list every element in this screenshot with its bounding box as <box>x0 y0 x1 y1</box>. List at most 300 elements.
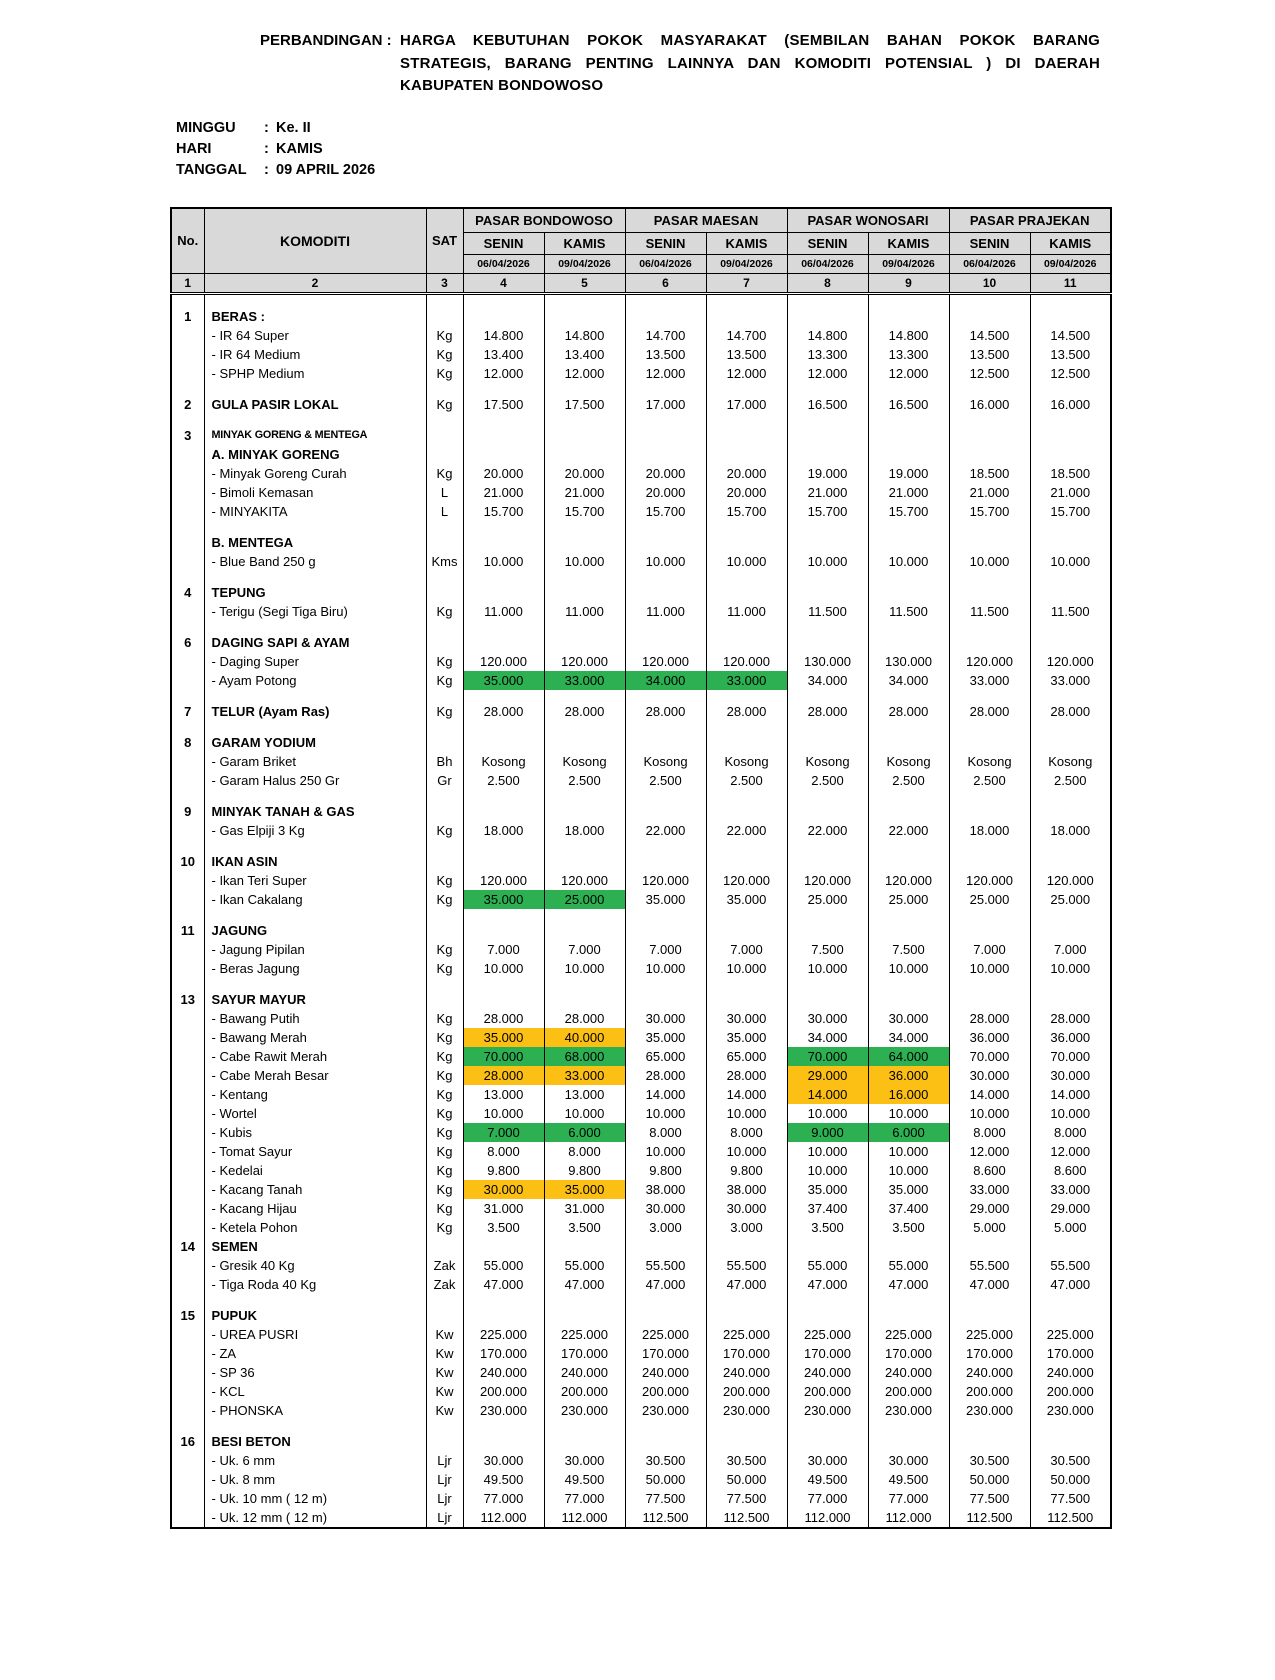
price-cell <box>787 1306 868 1325</box>
commodity-label: - Ikan Teri Super <box>204 871 426 890</box>
price-cell <box>625 790 706 802</box>
col-number: 1 <box>171 273 204 293</box>
price-cell <box>706 1306 787 1325</box>
price-cell <box>787 921 868 940</box>
price-cell <box>625 690 706 702</box>
unit: Kw <box>426 1401 463 1420</box>
price-cell <box>706 383 787 395</box>
price-cell: 35.000 <box>544 1180 625 1199</box>
price-cell <box>463 690 544 702</box>
price-cell: 12.000 <box>787 364 868 383</box>
date-header: 06/04/2026 <box>625 254 706 273</box>
price-cell: 170.000 <box>463 1344 544 1363</box>
unit: Kg <box>426 1009 463 1028</box>
table-row <box>171 1382 1111 1401</box>
price-cell: 30.000 <box>544 1451 625 1470</box>
price-cell: 10.000 <box>1030 959 1111 978</box>
price-cell <box>463 414 544 426</box>
price-cell: 8.000 <box>949 1123 1030 1142</box>
price-cell <box>706 1420 787 1432</box>
row-no <box>171 364 204 383</box>
price-cell <box>706 571 787 583</box>
price-cell <box>787 633 868 652</box>
table-row <box>171 1508 1111 1528</box>
price-cell: 10.000 <box>706 1142 787 1161</box>
price-cell <box>463 426 544 445</box>
price-cell: 3.500 <box>463 1218 544 1237</box>
day-header: KAMIS <box>706 232 787 254</box>
price-cell: 22.000 <box>625 821 706 840</box>
commodity-label: - PHONSKA <box>204 1401 426 1420</box>
price-cell <box>463 909 544 921</box>
row-no <box>171 1028 204 1047</box>
unit: Kg <box>426 345 463 364</box>
price-cell: 8.000 <box>625 1123 706 1142</box>
price-cell: 8.000 <box>1030 1123 1111 1142</box>
commodity-label: - Bawang Merah <box>204 1028 426 1047</box>
unit: Kg <box>426 1066 463 1085</box>
spacer-row <box>171 909 1111 921</box>
price-cell <box>625 583 706 602</box>
price-cell: 30.000 <box>787 1009 868 1028</box>
price-cell <box>706 1237 787 1256</box>
price-cell <box>544 533 625 552</box>
price-cell: 14.800 <box>463 326 544 345</box>
unit: Kg <box>426 1123 463 1142</box>
price-cell: 8.000 <box>463 1142 544 1161</box>
price-cell <box>463 978 544 990</box>
price-cell: 65.000 <box>625 1047 706 1066</box>
row-no: 14 <box>171 1237 204 1256</box>
unit: Kg <box>426 871 463 890</box>
commodity-label: - Tiga Roda 40 Kg <box>204 1275 426 1294</box>
price-cell <box>868 445 949 464</box>
price-cell <box>544 690 625 702</box>
price-cell: 14.000 <box>949 1085 1030 1104</box>
table-row <box>171 1451 1111 1470</box>
commodity-label: IKAN ASIN <box>204 852 426 871</box>
meta-date-label: TANGGAL <box>176 161 247 178</box>
price-cell: 25.000 <box>787 890 868 909</box>
unit: Ljr <box>426 1508 463 1528</box>
price-cell: 200.000 <box>787 1382 868 1401</box>
table-row <box>171 771 1111 790</box>
price-cell: 7.000 <box>625 940 706 959</box>
commodity-label: B. MENTEGA <box>204 533 426 552</box>
price-cell <box>706 521 787 533</box>
row-no <box>171 1104 204 1123</box>
commodity-label: - SPHP Medium <box>204 364 426 383</box>
price-cell <box>625 633 706 652</box>
price-cell <box>625 1432 706 1451</box>
price-cell: 47.000 <box>1030 1275 1111 1294</box>
commodity-label: GARAM YODIUM <box>204 733 426 752</box>
price-cell: 120.000 <box>544 652 625 671</box>
price-cell: 30.500 <box>706 1451 787 1470</box>
price-cell: 13.500 <box>949 345 1030 364</box>
unit <box>426 790 463 802</box>
price-cell <box>625 426 706 445</box>
price-cell: 225.000 <box>706 1325 787 1344</box>
row-no <box>171 1256 204 1275</box>
price-cell <box>625 721 706 733</box>
table-row <box>171 483 1111 502</box>
price-cell: 28.000 <box>544 1009 625 1028</box>
price-cell <box>625 621 706 633</box>
price-cell <box>949 721 1030 733</box>
price-cell: 10.000 <box>544 552 625 571</box>
unit: Kms <box>426 552 463 571</box>
unit: Ljr <box>426 1451 463 1470</box>
price-cell <box>544 426 625 445</box>
spacer-row <box>171 790 1111 802</box>
price-cell: 10.000 <box>868 959 949 978</box>
unit <box>426 978 463 990</box>
price-cell <box>949 426 1030 445</box>
price-cell <box>868 307 949 326</box>
price-cell: 120.000 <box>949 652 1030 671</box>
price-cell: 240.000 <box>949 1363 1030 1382</box>
price-cell <box>463 621 544 633</box>
price-cell <box>868 1306 949 1325</box>
table-row <box>171 702 1111 721</box>
unit: Kg <box>426 671 463 690</box>
commodity-label <box>204 1420 426 1432</box>
price-cell <box>1030 909 1111 921</box>
price-cell: 25.000 <box>544 890 625 909</box>
unit <box>426 293 463 307</box>
price-cell: 16.000 <box>949 395 1030 414</box>
row-no <box>171 652 204 671</box>
row-no <box>171 1123 204 1142</box>
price-cell <box>544 621 625 633</box>
price-cell <box>625 852 706 871</box>
date-header: 06/04/2026 <box>463 254 544 273</box>
price-cell <box>706 426 787 445</box>
table-row <box>171 326 1111 345</box>
price-cell: 240.000 <box>625 1363 706 1382</box>
price-cell <box>787 1432 868 1451</box>
date-header: 09/04/2026 <box>868 254 949 273</box>
price-cell: 12.000 <box>868 364 949 383</box>
table-row <box>171 1363 1111 1382</box>
price-cell <box>1030 1237 1111 1256</box>
price-cell: 14.800 <box>787 326 868 345</box>
price-cell <box>868 840 949 852</box>
unit: Kg <box>426 364 463 383</box>
price-cell <box>949 533 1030 552</box>
price-cell <box>544 852 625 871</box>
price-cell: 65.000 <box>706 1047 787 1066</box>
price-cell <box>949 521 1030 533</box>
commodity-label: BERAS : <box>204 307 426 326</box>
unit: Kg <box>426 1085 463 1104</box>
price-cell: 16.500 <box>787 395 868 414</box>
table-row <box>171 552 1111 571</box>
table-row <box>171 364 1111 383</box>
price-cell: 200.000 <box>463 1382 544 1401</box>
day-header: SENIN <box>625 232 706 254</box>
table-row <box>171 1432 1111 1451</box>
row-no <box>171 1382 204 1401</box>
price-cell: 200.000 <box>949 1382 1030 1401</box>
price-cell: 30.000 <box>625 1009 706 1028</box>
price-cell: 17.500 <box>463 395 544 414</box>
row-no: 8 <box>171 733 204 752</box>
price-cell <box>1030 1294 1111 1306</box>
price-cell: 240.000 <box>1030 1363 1111 1382</box>
price-cell: 230.000 <box>625 1401 706 1420</box>
price-cell: 2.500 <box>625 771 706 790</box>
price-cell: Kosong <box>787 752 868 771</box>
price-cell: 240.000 <box>787 1363 868 1382</box>
price-cell: 230.000 <box>868 1401 949 1420</box>
price-cell <box>1030 990 1111 1009</box>
price-cell: 14.700 <box>706 326 787 345</box>
unit: Kg <box>426 959 463 978</box>
price-cell: 25.000 <box>949 890 1030 909</box>
row-no <box>171 1180 204 1199</box>
row-no <box>171 1470 204 1489</box>
price-cell: 77.000 <box>787 1489 868 1508</box>
price-cell: 10.000 <box>625 959 706 978</box>
price-cell <box>949 571 1030 583</box>
price-cell: 55.500 <box>949 1256 1030 1275</box>
price-cell <box>1030 414 1111 426</box>
price-cell <box>544 790 625 802</box>
price-cell: 33.000 <box>544 1066 625 1085</box>
price-cell: 28.000 <box>706 702 787 721</box>
price-cell: 120.000 <box>1030 652 1111 671</box>
price-cell: 34.000 <box>787 1028 868 1047</box>
price-cell: 55.000 <box>787 1256 868 1275</box>
row-no <box>171 1199 204 1218</box>
price-cell: 38.000 <box>706 1180 787 1199</box>
unit <box>426 521 463 533</box>
table-row <box>171 1256 1111 1275</box>
commodity-label: - KCL <box>204 1382 426 1401</box>
row-no: 6 <box>171 633 204 652</box>
price-cell: 19.000 <box>868 464 949 483</box>
price-cell: 7.000 <box>544 940 625 959</box>
price-cell: 7.000 <box>463 1123 544 1142</box>
price-cell: 12.000 <box>544 364 625 383</box>
price-cell <box>949 383 1030 395</box>
meta-week-value: Ke. II <box>276 119 311 136</box>
price-cell <box>787 733 868 752</box>
row-no <box>171 326 204 345</box>
price-cell <box>1030 840 1111 852</box>
price-cell <box>949 1432 1030 1451</box>
table-row <box>171 633 1111 652</box>
price-cell: 120.000 <box>706 652 787 671</box>
spacer-row <box>171 721 1111 733</box>
price-cell <box>544 978 625 990</box>
day-header: SENIN <box>949 232 1030 254</box>
row-no <box>171 293 204 307</box>
col-number: 8 <box>787 273 868 293</box>
price-cell: 16.000 <box>1030 395 1111 414</box>
price-cell <box>787 445 868 464</box>
price-cell: 28.000 <box>463 1009 544 1028</box>
price-cell: 28.000 <box>625 1066 706 1085</box>
market-header: PASAR BONDOWOSO <box>463 208 625 233</box>
price-cell: 35.000 <box>868 1180 949 1199</box>
price-cell: 28.000 <box>787 702 868 721</box>
col-number: 2 <box>204 273 426 293</box>
price-cell <box>787 414 868 426</box>
price-cell: 36.000 <box>949 1028 1030 1047</box>
price-cell <box>544 840 625 852</box>
price-cell <box>949 1420 1030 1432</box>
price-cell: 14.000 <box>625 1085 706 1104</box>
row-no <box>171 602 204 621</box>
price-cell <box>706 978 787 990</box>
price-cell: 2.500 <box>787 771 868 790</box>
price-cell <box>544 293 625 307</box>
price-cell <box>1030 790 1111 802</box>
row-no <box>171 414 204 426</box>
price-cell <box>463 1420 544 1432</box>
price-cell: 230.000 <box>544 1401 625 1420</box>
unit <box>426 621 463 633</box>
col-number: 7 <box>706 273 787 293</box>
report-title-text: HARGA KEBUTUHAN POKOK MASYARAKAT (SEMBILAN BAHAN POKOK BARANG STRATEGIS, BARANG PENTING LAINNYA DAN KOMODITI POTENSIAL ) DI DAERAH KABUPATEN BONDOWOSO <box>400 32 1100 94</box>
price-cell <box>544 1432 625 1451</box>
price-cell <box>463 840 544 852</box>
spacer-row <box>171 383 1111 395</box>
unit: Kg <box>426 395 463 414</box>
price-comparison-table <box>170 207 1112 1529</box>
price-cell <box>949 978 1030 990</box>
price-cell <box>787 852 868 871</box>
row-no <box>171 871 204 890</box>
table-row <box>171 426 1111 445</box>
spacer-row <box>171 621 1111 633</box>
price-cell: 9.800 <box>625 1161 706 1180</box>
price-cell: 11.000 <box>625 602 706 621</box>
price-cell <box>949 293 1030 307</box>
table-row <box>171 1104 1111 1123</box>
meta-date-value: 09 APRIL 2026 <box>276 161 376 178</box>
price-cell <box>1030 802 1111 821</box>
price-cell <box>706 1432 787 1451</box>
price-cell <box>706 414 787 426</box>
price-cell: 34.000 <box>787 671 868 690</box>
price-cell <box>706 293 787 307</box>
price-cell: 11.500 <box>949 602 1030 621</box>
table-row <box>171 733 1111 752</box>
commodity-label: - Kentang <box>204 1085 426 1104</box>
price-cell: 70.000 <box>787 1047 868 1066</box>
price-cell: 55.500 <box>625 1256 706 1275</box>
price-cell: 16.500 <box>868 395 949 414</box>
price-cell: 10.000 <box>706 959 787 978</box>
row-no: 3 <box>171 426 204 445</box>
unit: Kg <box>426 1028 463 1047</box>
price-cell: 47.000 <box>544 1275 625 1294</box>
unit: Kg <box>426 1199 463 1218</box>
price-cell: 230.000 <box>787 1401 868 1420</box>
price-cell <box>1030 921 1111 940</box>
price-cell <box>1030 1432 1111 1451</box>
price-cell: 2.500 <box>463 771 544 790</box>
price-cell: 11.500 <box>868 602 949 621</box>
commodity-label: - Blue Band 250 g <box>204 552 426 571</box>
price-cell: 10.000 <box>625 552 706 571</box>
price-cell <box>949 852 1030 871</box>
price-cell: 14.000 <box>1030 1085 1111 1104</box>
price-cell <box>949 307 1030 326</box>
price-cell: 10.000 <box>787 1161 868 1180</box>
table-row <box>171 533 1111 552</box>
day-header: KAMIS <box>1030 232 1111 254</box>
price-cell <box>868 990 949 1009</box>
price-cell <box>463 1237 544 1256</box>
commodity-label: A. MINYAK GORENG <box>204 445 426 464</box>
price-cell <box>463 293 544 307</box>
price-cell <box>706 921 787 940</box>
row-no <box>171 909 204 921</box>
unit: Kg <box>426 1161 463 1180</box>
price-cell: 225.000 <box>1030 1325 1111 1344</box>
price-cell: 12.000 <box>1030 1142 1111 1161</box>
price-cell <box>544 721 625 733</box>
price-cell: 6.000 <box>544 1123 625 1142</box>
price-cell: 20.000 <box>706 464 787 483</box>
price-cell: 14.000 <box>787 1085 868 1104</box>
price-cell: 28.000 <box>625 702 706 721</box>
unit <box>426 414 463 426</box>
price-cell <box>544 1306 625 1325</box>
price-cell: 14.800 <box>868 326 949 345</box>
price-cell <box>544 921 625 940</box>
table-row <box>171 1047 1111 1066</box>
table-row <box>171 1180 1111 1199</box>
price-cell <box>868 921 949 940</box>
price-cell <box>868 533 949 552</box>
price-cell: 225.000 <box>463 1325 544 1344</box>
unit: L <box>426 502 463 521</box>
unit: Ljr <box>426 1470 463 1489</box>
price-cell <box>1030 445 1111 464</box>
unit <box>426 633 463 652</box>
price-cell: 120.000 <box>787 871 868 890</box>
date-header: 09/04/2026 <box>706 254 787 273</box>
price-cell: 21.000 <box>544 483 625 502</box>
price-cell: 120.000 <box>544 871 625 890</box>
price-cell <box>544 733 625 752</box>
price-cell <box>1030 293 1111 307</box>
commodity-label <box>204 909 426 921</box>
price-cell: 200.000 <box>625 1382 706 1401</box>
price-cell: 130.000 <box>787 652 868 671</box>
price-cell <box>544 521 625 533</box>
price-cell: 7.000 <box>1030 940 1111 959</box>
price-cell <box>544 445 625 464</box>
price-cell <box>787 383 868 395</box>
unit: Kw <box>426 1382 463 1401</box>
price-cell <box>625 1237 706 1256</box>
price-cell <box>949 690 1030 702</box>
price-cell: 55.000 <box>544 1256 625 1275</box>
price-cell <box>463 1432 544 1451</box>
commodity-label <box>204 840 426 852</box>
price-cell <box>544 1420 625 1432</box>
price-cell <box>625 293 706 307</box>
unit <box>426 1237 463 1256</box>
price-cell <box>868 521 949 533</box>
